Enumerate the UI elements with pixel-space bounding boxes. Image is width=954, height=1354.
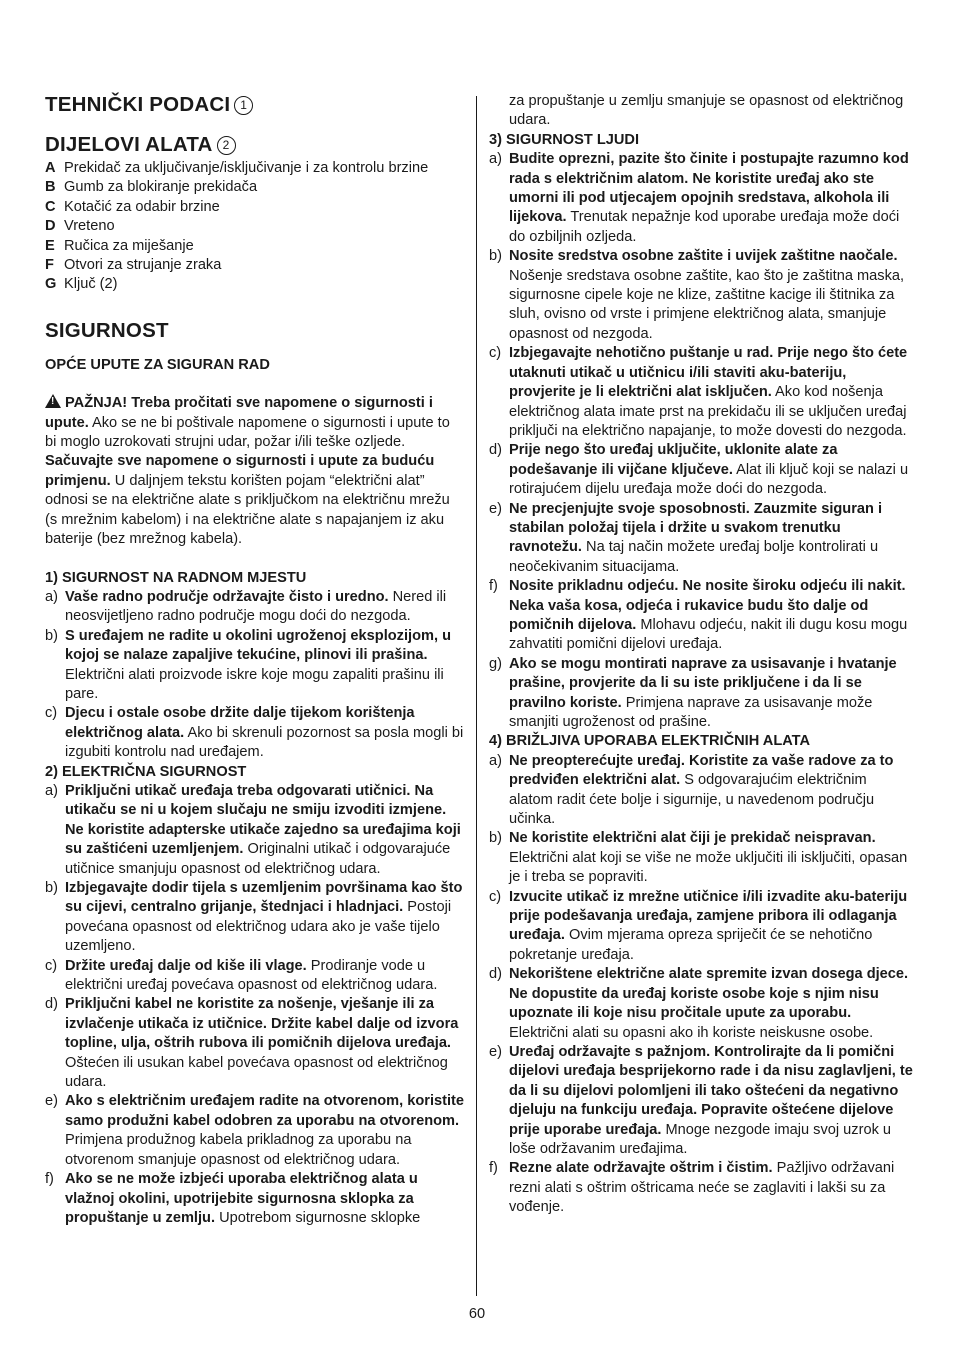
list-item-label: e) xyxy=(489,500,502,517)
list-item-label: c) xyxy=(45,705,58,722)
list-item-text: Nošenje sredstava osobne zaštite, kao što je zaštitna maska, sigurnosne cipele koje ne klize, zaštitne kacige ili štitnika za sluh, ovisno od vrste i primjene električnog alata, smanjuje opasnost od nezgoda. xyxy=(509,267,905,342)
list-item-bold-text: Djecu i ostale osobe držite dalje tijekom korištenja električnog alata. xyxy=(65,705,415,741)
section-3-list xyxy=(489,150,913,732)
section-4-heading: 4) BRIŽLJIVA UPORABA ELEKTRIČNIH ALATA xyxy=(489,733,811,750)
list-item-label: c) xyxy=(489,345,502,362)
list-item-text: Električni alat koji se više ne može uključiti ili isključiti, opasan je i treba se popraviti. xyxy=(509,849,908,886)
list-item-text: Originalni utikač i odgovarajuće utičnice smanjuju opasnost od električnog udara. xyxy=(65,841,451,877)
list-item-text: Ako bi skrenuli pozornost sa posla mogli bi izgubiti kontrolu nad uređajem. xyxy=(65,724,464,761)
list-item-bold-text: Ako se ne može izbjeći uporaba električnog alata u vlažnoj okolini, upotrijebite sigurnosna sklopka za propuštanje u zemlju. xyxy=(65,1171,418,1226)
list-item-label: a) xyxy=(489,151,502,168)
list-item-text: Prodiranje vode u električni uređaj povećava opasnost od električnog udara. xyxy=(65,957,438,994)
parts-list-item xyxy=(45,237,465,256)
list-item-bold-text: Prije nego što uređaj uključite, uklonite alate za podešavanje ili vijčane ključeve. xyxy=(509,442,838,478)
list-item-label: e) xyxy=(45,1093,58,1110)
part-key: D xyxy=(45,218,56,235)
list-item-label: a) xyxy=(489,752,502,769)
list-item-label: b) xyxy=(489,248,502,265)
part-key: E xyxy=(45,237,55,254)
part-key: A xyxy=(45,160,56,176)
section-1-list xyxy=(45,588,465,763)
part-key: C xyxy=(45,198,56,215)
list-item-text: Mlohavu odjeću, nakit ili dugu kosu mogu zahvatiti pomični dijelovi uređaja. xyxy=(509,616,908,653)
list-item-text: Električni alati proizvode iskre koje mogu zapaliti prašinu ili pare. xyxy=(65,666,444,702)
right-column xyxy=(489,0,913,1218)
part-label: Otvori za strujanje zraka xyxy=(64,257,222,274)
list-item-label: a) xyxy=(45,782,58,799)
list-item-bold-text: Ne preopterećujte uređaj. Koristite za vaše radove za to predviđen električni alat. xyxy=(509,752,894,789)
list-item-bold-text: Uređaj održavajte s pažnjom. Kontrolirajte da li pomični dijelovi uređaja besprijekorno rade i da nisu zaglavljeni, te da li su dijelovi polomljeni ili tako oštećeni da negativno djeluju na funkciju uređaja. Popravite oštećene dijelove prije uporabe uređaja. xyxy=(509,1043,913,1138)
list-item-label: e) xyxy=(489,1043,502,1060)
list-item-text: Upotrebom sigurnosne sklopke xyxy=(215,1209,421,1226)
parts-heading: DIJELOVI ALATA 2 xyxy=(45,133,465,157)
list-item-bold-text: Ne precjenjujte svoje sposobnosti. Zauzmite siguran i stabilan položaj tijela i držite u svakom trenutku ravnotežu. xyxy=(509,500,883,556)
list-item-text: S odgovarajućim električnim alatom radit ćete bolje i sigurnije, u navedenom području učinka. xyxy=(509,772,875,828)
list-item xyxy=(489,888,913,966)
list-item-text: Oštećen ili usukan kabel povećava opasnost od električnog udara. xyxy=(65,1054,448,1091)
list-item xyxy=(489,577,913,655)
tech-specs-heading: TEHNIČKI PODACI 1 xyxy=(45,93,465,117)
list-item-label: d) xyxy=(489,442,502,459)
section-2-heading: 2) ELEKTRIČNA SIGURNOST xyxy=(45,763,247,780)
list-item-text: Nered ili neosvijetljeno radno područje mogu doći do nezgoda. xyxy=(65,588,447,625)
list-item-label: f) xyxy=(45,1171,54,1188)
parts-list xyxy=(45,159,465,295)
list-item-bold-text: Rezne alate održavajte oštrim i čistim. xyxy=(509,1160,773,1177)
part-label: Ručica za miješanje xyxy=(64,237,194,254)
list-item-bold-text: Priključni kabel ne koristite za nošenje, vješanje ili za izvlačenje utikača iz utičnice. Držite kabel dalje od izvora topline, ulja, oštrih rubova ili pomičnih dijelova uređaja. xyxy=(65,996,459,1052)
list-item xyxy=(45,957,465,996)
figure-ref-circle: 2 xyxy=(217,136,236,155)
section-4-list xyxy=(489,752,913,1218)
list-item xyxy=(489,247,913,344)
part-label: Ključ (2) xyxy=(64,276,118,293)
left-column xyxy=(45,0,465,1228)
list-item-text: Trenutak nepažnje kod uporabe uređaja može doći do ozbiljnih ozljeda. xyxy=(509,209,900,245)
parts-list-item xyxy=(45,256,465,275)
list-item-label: d) xyxy=(489,966,502,983)
list-item-bold-text: Priključni utikač uređaja treba odgovarati utičnici. Na utikaču se ni u kojem slučaju ne smiju izvoditi izmjene. Ne koristite adapterske utikače zajedno sa uređajima koji su zaštićeni uzemljenjem. xyxy=(65,782,461,858)
list-item-text: Na taj način možete uređaj bolje kontrolirati u neočekivanim situacijama. xyxy=(509,539,879,575)
parts-list-item xyxy=(45,275,465,294)
list-item-bold-text: S uređajem ne radite u okolini ugroženoj eksplozijom, u kojoj se nalaze zapaljive tekućine, plinovi ili prašina. xyxy=(65,627,451,664)
part-label: Vreteno xyxy=(64,218,115,235)
part-label: Prekidač za uključivanje/isključivanje i za kontrolu brzine xyxy=(64,160,429,176)
section-2-list xyxy=(45,782,465,1228)
list-item-bold-text: Nekorištene električne alate spremite izvan dosega djece. Ne dopustite da uređaj koriste osobe koje s njim nisu upoznate ili koje nisu pročitale upute za uporabu. xyxy=(509,966,909,1022)
list-item xyxy=(489,965,913,1043)
list-item xyxy=(489,752,913,830)
list-item-text: Pažljivo održavani rezni alati s oštrim oštricama neće se zaglaviti i lakši su za vođenje. xyxy=(509,1160,895,1216)
list-item-label: f) xyxy=(489,578,498,595)
list-item-bold-text: Nosite sredstva osobne zaštite i uvijek zaštitne naočale. xyxy=(509,248,898,265)
page-number: 60 xyxy=(468,1306,486,1322)
list-item-bold-text: Držite uređaj dalje od kiše ili vlage. xyxy=(65,957,307,974)
list-item-text: Alat ili ključ koji se nalazi u rotirajućem dijelu uređaja može doći do nezgoda. xyxy=(509,461,909,498)
list-item-bold-text: Ako se mogu montirati naprave za usisavanje i hvatanje prašine, provjerite da li su iste priključene i da li se pravilno koriste. xyxy=(509,655,897,711)
parts-list-item xyxy=(45,159,465,178)
list-item-bold-text: Izbjegavajte dodir tijela s uzemljenim površinama kao što su cijevi, centralno grijanje, štednjaci i hladnjaci. xyxy=(65,880,463,916)
list-item xyxy=(489,344,913,441)
list-item-label: b) xyxy=(45,627,58,644)
part-key: F xyxy=(45,257,54,274)
list-item-bold-text: Ne koristite električni alat čiji je prekidač neispravan. xyxy=(509,830,876,847)
list-item-text: Postoji povećana opasnost od električnog udara ako je vaše tijelo uzemljeno. xyxy=(65,899,452,955)
list-item xyxy=(489,441,913,499)
warning-paragraph: !PAŽNJA! Treba pročitati sve napomene o sigurnosti i upute. Ako se ne bi poštivale napomene o sigurnosti i upute to bi moglo uzrokovati strujni udar, požar i/ili teške ozljede. Sačuvajte sve napomene o sigurnosti i upute za buduću primjenu. U daljnjem tekstu korišten pojam “električni alat” odnosi se na električne alate s priključkom na električnu mrežu (s mrežnim kabelom) i na električne alate s napajanjem iz aku baterije (bez mrežnog kabela). xyxy=(45,394,465,549)
list-item xyxy=(489,1159,913,1217)
section-1-heading: 1) SIGURNOST NA RADNOM MJESTU xyxy=(45,569,307,586)
list-item xyxy=(45,879,465,957)
list-item-text: Električni alati su opasni ako ih koriste neiskusne osobe. xyxy=(509,1024,874,1041)
general-instructions-heading: OPĆE UPUTE ZA SIGURAN RAD xyxy=(45,356,270,373)
list-item-text: Mnoge nezgode imaju svoj uzrok u loše održavanim uređajima. xyxy=(509,1121,892,1157)
list-item-label: b) xyxy=(489,830,502,847)
list-item xyxy=(45,627,465,705)
list-item-bold-text: Ako s električnim uređajem radite na otvorenom, koristite samo produžni kabel odobren za uporabu na otvorenom. xyxy=(65,1093,465,1129)
section-3-heading: 3) SIGURNOST LJUDI xyxy=(489,131,640,148)
list-item-continuation: za propuštanje u zemlju smanjuje se opasnost od električnog udara. xyxy=(509,93,904,129)
list-item-label: c) xyxy=(45,957,58,974)
part-key: G xyxy=(45,276,57,293)
figure-ref-circle: 1 xyxy=(234,96,253,115)
list-item-text: Primjena produžnog kabela prikladnog za uporabu na otvorenom smanjuje opasnost od električnog udara. xyxy=(65,1132,412,1168)
part-label: Gumb za blokiranje prekidača xyxy=(64,179,258,196)
list-item xyxy=(45,704,465,762)
list-item-bold-text: Izvucite utikač iz mrežne utičnice i/ili izvadite aku-bateriju prije podešavanja uređaja, zamjene pribora ili odlaganja uređaja. xyxy=(509,888,908,944)
list-item-text: Primjena naprave za usisavanje može smanjiti ugroženost od prašine. xyxy=(509,694,873,730)
list-item-label: g) xyxy=(489,655,502,672)
parts-list-item xyxy=(45,178,465,197)
list-item-bold-text: Budite oprezni, pazite što činite i postupajte razumno kod rada s električnim alatom. Ne koristite uređaj ako ste umorni ili pod utjecajem opojnih sredstava, alkohola ili lijekova. xyxy=(509,151,909,226)
list-item-bold-text: Vaše radno područje održavajte čisto i uredno. xyxy=(65,588,389,605)
list-item-label: d) xyxy=(45,996,58,1013)
list-item xyxy=(45,588,465,627)
list-item xyxy=(489,655,913,733)
list-item-label: c) xyxy=(489,888,502,905)
list-item-text: Ako kod nošenja električnog alata imate prst na prekidaču ili se uključen uređaj priključi na električno napajanje, to može dovesti do nezgoda. xyxy=(509,384,907,439)
list-item-label: b) xyxy=(45,880,58,896)
list-item xyxy=(489,150,913,247)
list-item xyxy=(45,782,465,879)
list-item xyxy=(45,995,465,1092)
list-item xyxy=(45,1170,465,1228)
safety-heading: SIGURNOST xyxy=(45,318,169,342)
part-key: B xyxy=(45,179,56,196)
list-item xyxy=(489,829,913,887)
warning-triangle-icon xyxy=(45,394,61,408)
parts-list-item xyxy=(45,198,465,217)
parts-list-item xyxy=(45,217,465,236)
list-item-bold-text: Nosite prikladnu odjeću. Ne nosite široku odjeću ili nakit. Neka vaša kosa, odjeća i rukavice budu što dalje od pomičnih dijelova. xyxy=(509,578,906,633)
column-divider xyxy=(476,96,477,1296)
list-item-label: f) xyxy=(489,1160,498,1177)
list-item-text: Ovim mjerama opreza spriječit će se nehotično pokretanje uređaja. xyxy=(509,927,873,963)
part-label: Kotačić za odabir brzine xyxy=(64,198,220,215)
list-item xyxy=(489,500,913,578)
list-item xyxy=(45,1092,465,1170)
list-item xyxy=(489,1043,913,1159)
list-item-label: a) xyxy=(45,588,58,605)
list-item-bold-text: Izbjegavajte nehotično puštanje u rad. Prije nego što ćete utaknuti utikač u utičnicu i/ili staviti aku-bateriju, provjerite je li električni alat isključen. xyxy=(509,345,908,401)
